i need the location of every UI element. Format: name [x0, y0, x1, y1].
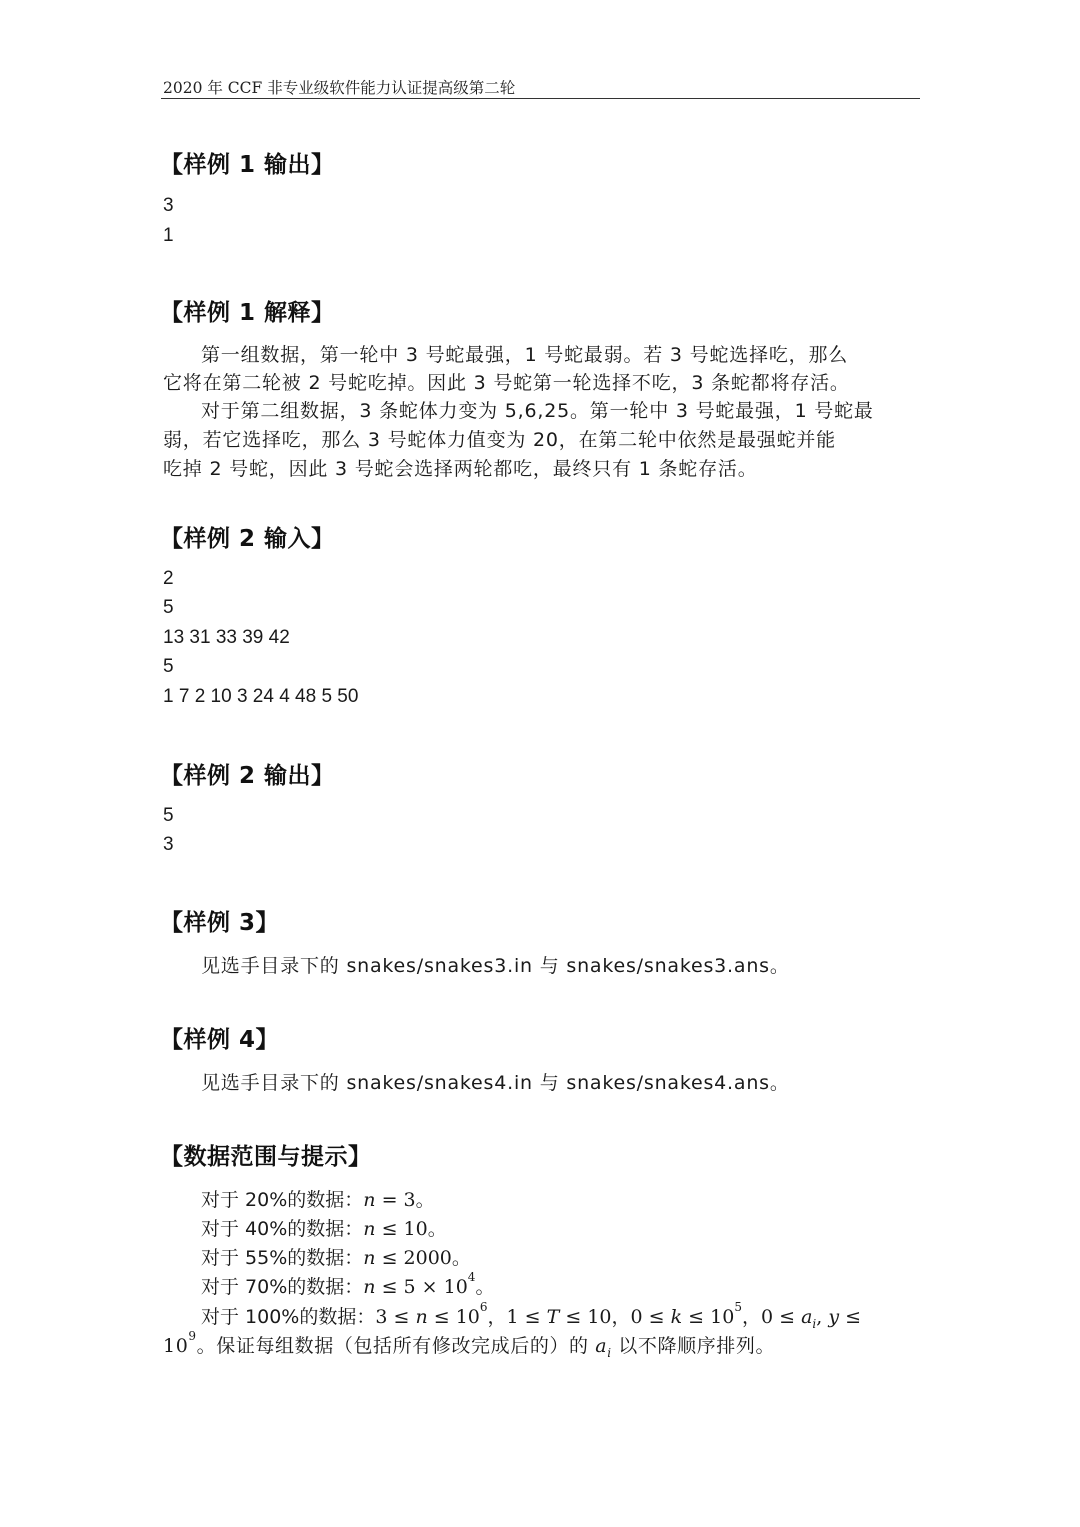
math-rel: ≤: [839, 1306, 862, 1328]
sample1-output-title: 【样例 1 输出】: [160, 152, 335, 178]
running-header: 2020 年 CCF 非专业级软件能力认证提高级第二轮: [163, 79, 516, 97]
math-sub: i: [812, 1316, 817, 1331]
sample4-text: 见选手目录下的 snakes/snakes4.in 与 snakes/snakes4.ans。: [201, 1072, 790, 1094]
sample2-input-title: 【样例 2 输入】: [160, 526, 335, 552]
math-exp: 5: [734, 1300, 742, 1314]
sample2-input-line: 1 7 2 10 3 24 4 48 5 50: [163, 686, 359, 707]
math-var: k: [670, 1306, 683, 1328]
math-rel: 0 ≤: [760, 1306, 802, 1328]
math-rel: ≤ 2000: [375, 1247, 452, 1269]
sample2-output-title: 【样例 2 输出】: [160, 763, 335, 789]
sample2-input-line: 5: [163, 597, 174, 618]
header-rule: [161, 98, 920, 99]
sample3-title: 【样例 3】: [160, 910, 280, 936]
sample1-explain-line: 对于第二组数据，3 条蛇体力变为 5,6,25。第一轮中 3 号蛇最强，1 号蛇最: [201, 400, 874, 422]
math-sep: ，: [611, 1306, 631, 1328]
math-rel: 1 ≤: [506, 1306, 547, 1328]
math-rel: ≤ 10: [559, 1306, 612, 1328]
constraint-40: [201, 1214, 447, 1241]
sample1-explain-line: 弱，若它选择吃，那么 3 号蛇体力值变为 20，在第二轮中依然是最强蛇并能: [163, 429, 836, 451]
constraints-title: 【数据范围与提示】: [160, 1144, 372, 1170]
constraint-end: 。: [427, 1218, 447, 1240]
sample1-explain-line: 吃掉 2 号蛇，因此 3 号蛇会选择两轮都吃，最终只有 1 条蛇存活。: [163, 458, 758, 480]
math-num: 10: [163, 1335, 189, 1357]
math-sep: ，: [487, 1306, 507, 1328]
constraint-prefix: 对于 55%的数据：: [201, 1247, 364, 1269]
math-exp: 4: [467, 1270, 476, 1284]
sample1-output-line: 3: [163, 195, 174, 216]
constraint-100: [201, 1302, 861, 1331]
math-var: n: [363, 1247, 376, 1269]
constraint-end: 以不降顺序排列。: [611, 1335, 776, 1357]
constraint-end: 。: [475, 1276, 495, 1298]
math-rel: ,: [816, 1306, 829, 1328]
math-sub: i: [607, 1345, 612, 1360]
math-var: T: [546, 1306, 560, 1328]
constraint-100-line2: [163, 1331, 775, 1360]
constraint-55: [201, 1243, 471, 1270]
math-rel: ≤ 5 × 10: [375, 1276, 468, 1298]
math-rel: 0 ≤: [630, 1306, 671, 1328]
math-var: n: [363, 1276, 376, 1298]
sample1-explain-title: 【样例 1 解释】: [160, 300, 335, 326]
sample1-explain-line: 第一组数据，第一轮中 3 号蛇最强，1 号蛇最弱。若 3 号蛇选择吃，那么: [201, 344, 849, 366]
constraint-prefix: 对于 20%的数据：: [201, 1189, 364, 1211]
math-rel: ≤ 10: [375, 1218, 428, 1240]
math-rel: ≤ 10: [682, 1306, 735, 1328]
sample2-output-line: 5: [163, 805, 174, 826]
sample1-output-line: 1: [163, 225, 174, 246]
math-exp: 6: [479, 1300, 488, 1314]
sample1-explain-line: 它将在第二轮被 2 号蛇吃掉。因此 3 号蛇第一轮选择不吃，3 条蛇都将存活。: [163, 372, 850, 394]
math-sep: ，: [741, 1306, 761, 1328]
math-var: n: [415, 1306, 428, 1328]
constraint-prefix: 对于 40%的数据：: [201, 1218, 364, 1240]
math-exp: 9: [188, 1329, 197, 1343]
constraint-end: 。: [415, 1189, 435, 1211]
constraint-text: 。保证每组数据（包括所有修改完成后的）的: [196, 1335, 596, 1357]
math-var: a: [801, 1306, 813, 1328]
sample2-input-line: 13 31 33 39 42: [163, 627, 290, 648]
constraint-prefix: 对于 100%的数据：: [201, 1306, 376, 1328]
math-var: n: [363, 1189, 376, 1211]
sample4-title: 【样例 4】: [160, 1027, 280, 1053]
math-var: n: [363, 1218, 376, 1240]
sample2-input-line: 5: [163, 656, 174, 677]
constraint-prefix: 对于 70%的数据：: [201, 1276, 364, 1298]
math-rel: ≤ 10: [427, 1306, 480, 1328]
math-rel: 3 ≤: [375, 1306, 416, 1328]
sample2-output-line: 3: [163, 834, 174, 855]
constraint-end: 。: [451, 1247, 471, 1269]
constraint-20: [201, 1185, 435, 1212]
math-var: y: [828, 1306, 840, 1328]
constraint-70: [201, 1272, 494, 1299]
sample3-text: 见选手目录下的 snakes/snakes3.in 与 snakes/snakes3.ans。: [201, 955, 790, 977]
math-rel: = 3: [375, 1189, 416, 1211]
sample2-input-line: 2: [163, 568, 174, 589]
math-var: a: [595, 1335, 608, 1357]
